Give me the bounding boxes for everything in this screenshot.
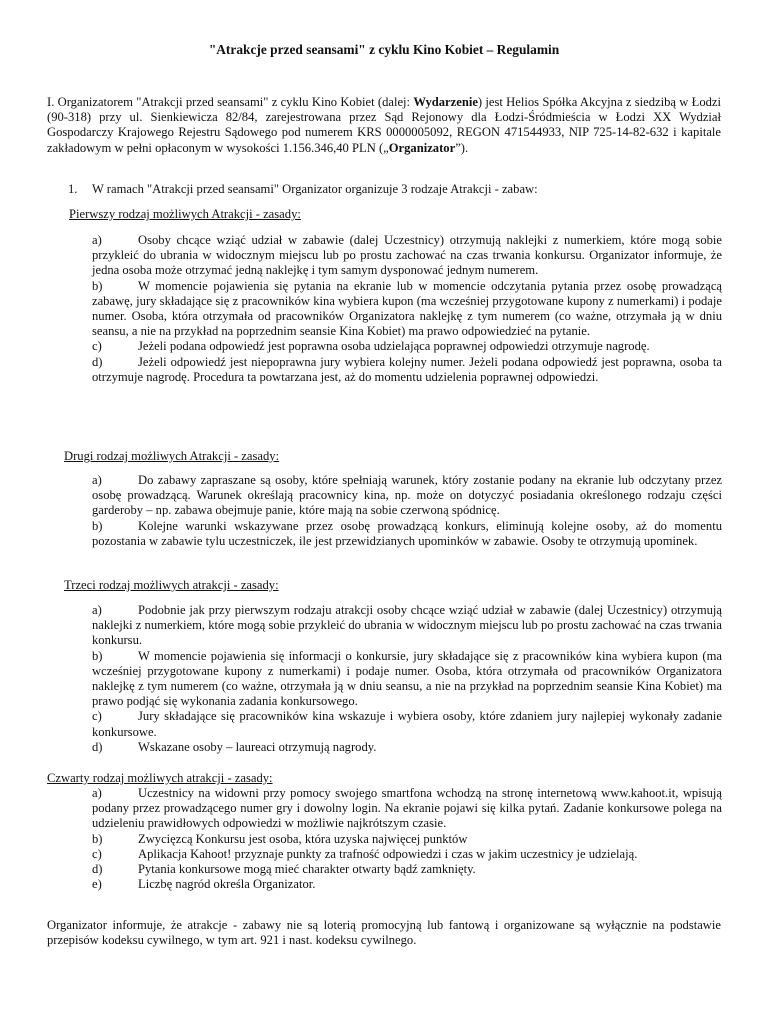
section-1-item-b	[92, 279, 722, 340]
item-text: Kolejne warunki wskazywane przez osobę prowadzącą konkurs, eliminują kolejne osoby, aż do momentu pozostania w zabawie tylu uczestniczek, ile jest przewidzianych upominków w zabawie. Osoby te otrzymują upominek.	[92, 518, 722, 548]
item-label: d)	[92, 862, 103, 877]
section-1-item-c	[92, 339, 722, 354]
item-label: d)	[92, 739, 103, 754]
section-4-items	[92, 786, 722, 892]
item-text: Liczbę nagród określa Organizator.	[138, 877, 316, 892]
item-label: c)	[92, 846, 102, 861]
section-2-item-a	[92, 473, 722, 519]
item-label: a)	[92, 233, 102, 247]
section-3-item-b	[92, 649, 722, 710]
section-4-item-e	[92, 877, 722, 892]
item-label: c)	[92, 709, 102, 724]
section-1-items	[92, 233, 722, 385]
item-label: a)	[92, 473, 102, 487]
item-label: b)	[92, 831, 103, 846]
item-label: b)	[92, 648, 103, 663]
item-label: a)	[92, 603, 102, 617]
item-label: e)	[92, 877, 102, 892]
section-2-heading: Drugi rodzaj możliwych Atrakcji - zasady:	[64, 449, 280, 463]
item-label: d)	[92, 354, 103, 369]
item-label: a)	[92, 786, 102, 800]
intro-text-3: ”).	[455, 140, 469, 155]
section-4-item-b	[92, 832, 722, 847]
section-1-item-a	[92, 233, 722, 279]
closing-paragraph: Organizator informuje, że atrakcje - zabawy nie są loterią promocyjną lub fantową i organizowane są wyłącznie na podstawie przepisów kodeksu cywilnego, w tym art. 921 i nast. kodeksu cywilnego.	[47, 918, 721, 948]
section-2-items	[92, 473, 722, 549]
point-1-text: W ramach "Atrakcji przed seansami" Organizator organizuje 3 rodzaje Atrakcji - zabaw:	[92, 182, 538, 196]
item-text: Pytania konkursowe mogą mieć charakter otwarty bądź zamknięty.	[138, 862, 476, 877]
section-2-item-b	[92, 519, 722, 549]
point-1	[68, 182, 728, 197]
section-4-item-d	[92, 862, 722, 877]
item-label: c)	[92, 339, 102, 354]
item-text: W momencie pojawienia się pytania na ekranie lub w momencie odczytania pytania przez osobę prowadzącą zabawę, jury składające się z pracowników kina wybiera kupon (ma wcześniej przygotowane kupony z numerkami) i podaje numer. Osoba, która otrzymała od pracowników Organizatora naklejkę z tym numerem (co ważne, otrzymała ją w dniu seansu, a nie na przykład na poprzednim seansie Kina Kobiet) ma prawo odpowiedzieć na pytanie.	[92, 278, 722, 339]
intro-bold-organizer: Organizator	[388, 140, 456, 155]
intro-bold-event: Wydarzenie	[413, 95, 478, 109]
item-text: Podobnie jak przy pierwszym rodzaju atrakcji osoby chcące wziąć udział w zabawie (dalej Uczestnicy) otrzymują naklejki z numerkiem, które mogą sobie przykleić do ubrania w widocznym miejscu lub po prostu zachować na czas trwania konkursu.	[92, 603, 722, 648]
item-text: Do zabawy zapraszane są osoby, które spełniają warunek, który zostanie podany na ekranie lub odczytany przez osobę prowadzącą. Warunek określają pracownicy kina, np. może on dotyczyć posiadania określonego rodzaju części garderoby – np. zabawa obejmuje panie, które mają na sobie czerwoną spódnicę.	[92, 473, 722, 518]
item-text: Osoby chcące wziąć udział w zabawie (dalej Uczestnicy) otrzymują naklejki z numerkiem, które mogą sobie przykleić do ubrania w widocznym miejscu lub po prostu zachować na czas trwania konkursu. Organizator informuje, że jedna osoba może otrzymać jedną naklejkę i tym samym dysponować jednym numerem.	[92, 233, 722, 278]
item-text: Zwycięzcą Konkursu jest osoba, która uzyska najwięcej punktów	[138, 831, 468, 846]
item-text: Uczestnicy na widowni przy pomocy swojego smartfona wchodzą na stronę internetową www.kahoot.it, wpisują podany przez prowadzącego numer gry i dowolny login. Na ekranie pojawi się kilka pytań. Zadanie konkursowe polega na udzieleniu prawidłowych odpowiedzi w możliwie najkrótszym czasie.	[92, 786, 722, 831]
intro-text-1: I. Organizatorem "Atrakcji przed seansami" z cyklu Kino Kobiet (dalej:	[47, 95, 414, 109]
section-3-item-d	[92, 740, 722, 755]
section-3-items	[92, 603, 722, 755]
section-3-item-c	[92, 709, 722, 739]
item-label: b)	[92, 518, 103, 533]
item-text: Aplikacja Kahoot! przyznaje punkty za trafność odpowiedzi i czas w jakim uczestnicy je udzielają.	[138, 846, 638, 861]
document-title: "Atrakcje przed seansami" z cyklu Kino Kobiet – Regulamin	[208, 42, 560, 57]
section-1-item-d	[92, 355, 722, 385]
item-text: Jeżeli podana odpowiedź jest poprawna osoba udzielająca poprawnej odpowiedzi otrzymuje nagrodę.	[138, 339, 650, 354]
item-text: Wskazane osoby – laureaci otrzymują nagrody.	[138, 739, 377, 754]
section-3-heading: Trzeci rodzaj możliwych atrakcji - zasady:	[64, 578, 279, 592]
section-3-item-a	[92, 603, 722, 649]
point-1-number: 1.	[68, 182, 78, 196]
item-label: b)	[92, 278, 103, 293]
section-1-heading: Pierwszy rodzaj możliwych Atrakcji - zasady:	[69, 207, 301, 221]
item-text: W momencie pojawienia się informacji o konkursie, jury składające się z pracowników kina wybiera kupon (ma wcześniej przygotowane kupony z numerkami) i podaje numer. Osoba, która otrzymała od pracowników Organizatora naklejkę z tym numerem (co ważne, otrzymała ją w dniu seansu, a nie na przykład na poprzednim seansie Kina Kobiet) ma prawo podjąć się wykonania zadania konkursowego.	[92, 648, 722, 709]
section-4-item-a	[92, 786, 722, 832]
item-text: Jury składające się pracowników kina wskazuje i wybiera osoby, które zdaniem jury najlepiej wykonały zadanie konkursowe.	[92, 709, 722, 739]
intro-paragraph	[47, 95, 721, 156]
section-4-item-c	[92, 847, 722, 862]
item-text: Jeżeli odpowiedź jest niepoprawna jury wybiera kolejny numer. Jeżeli podana odpowiedź jest poprawna, osoba ta otrzymuje nagrodę. Procedura ta powtarzana jest, aż do momentu udzielenia poprawnej odpowiedzi.	[92, 354, 722, 384]
intro-text-2: ) jest Helios Spółka Akcyjna z siedzibą w Łodzi (90-318) przy ul. Sienkiewicza 82/84, zarejestrowana przez Sąd Rejonowy dla Łodzi-Śródmieścia w Łodzi XX Wydział Gospodarczy Krajowego Rejestru Sądowego pod numerem KRS 0000005092, REGON 471544933, NIP 725-14-82-632 i kapitale zakładowym w pełni opłaconym w wysokości 1.156.346,40 PLN („	[47, 95, 722, 155]
section-4-heading: Czwarty rodzaj możliwych atrakcji - zasady:	[47, 771, 273, 785]
